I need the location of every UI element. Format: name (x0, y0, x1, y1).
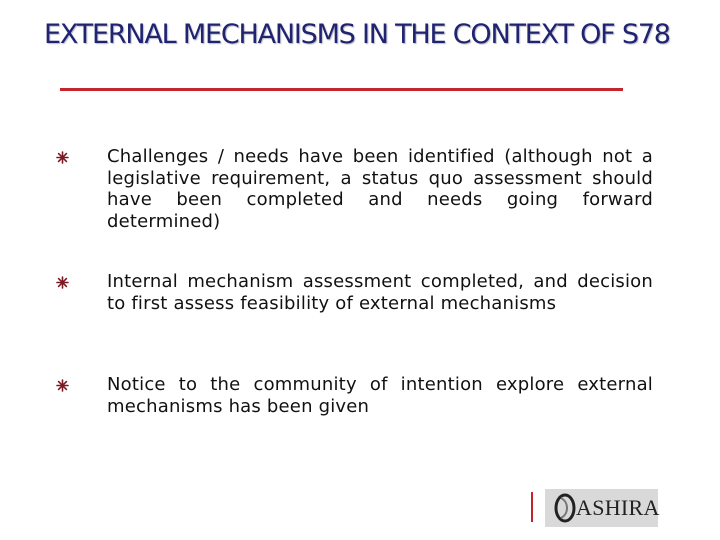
bullet-text: Notice to the community of intention explore external mechanisms has been given (107, 374, 653, 417)
logo-text: ASHIRA (576, 495, 660, 520)
asterisk-bullet-icon (56, 379, 69, 392)
slide-title: EXTERNAL MECHANISMS IN THE CONTEXT OF S78 (44, 19, 670, 50)
asterisk-bullet-icon (56, 151, 69, 164)
bullet-text: Challenges / needs have been identified (although not a legislative requirement, a status quo assessment should have been completed and needs going forward determined) (107, 146, 653, 232)
title-underline (60, 88, 623, 91)
bullet-text: Internal mechanism assessment completed, and decision to first assess feasibility of external mechanisms (107, 271, 653, 314)
asterisk-bullet-icon (56, 276, 69, 289)
ashira-logo (545, 489, 658, 527)
logo-divider (531, 492, 533, 522)
